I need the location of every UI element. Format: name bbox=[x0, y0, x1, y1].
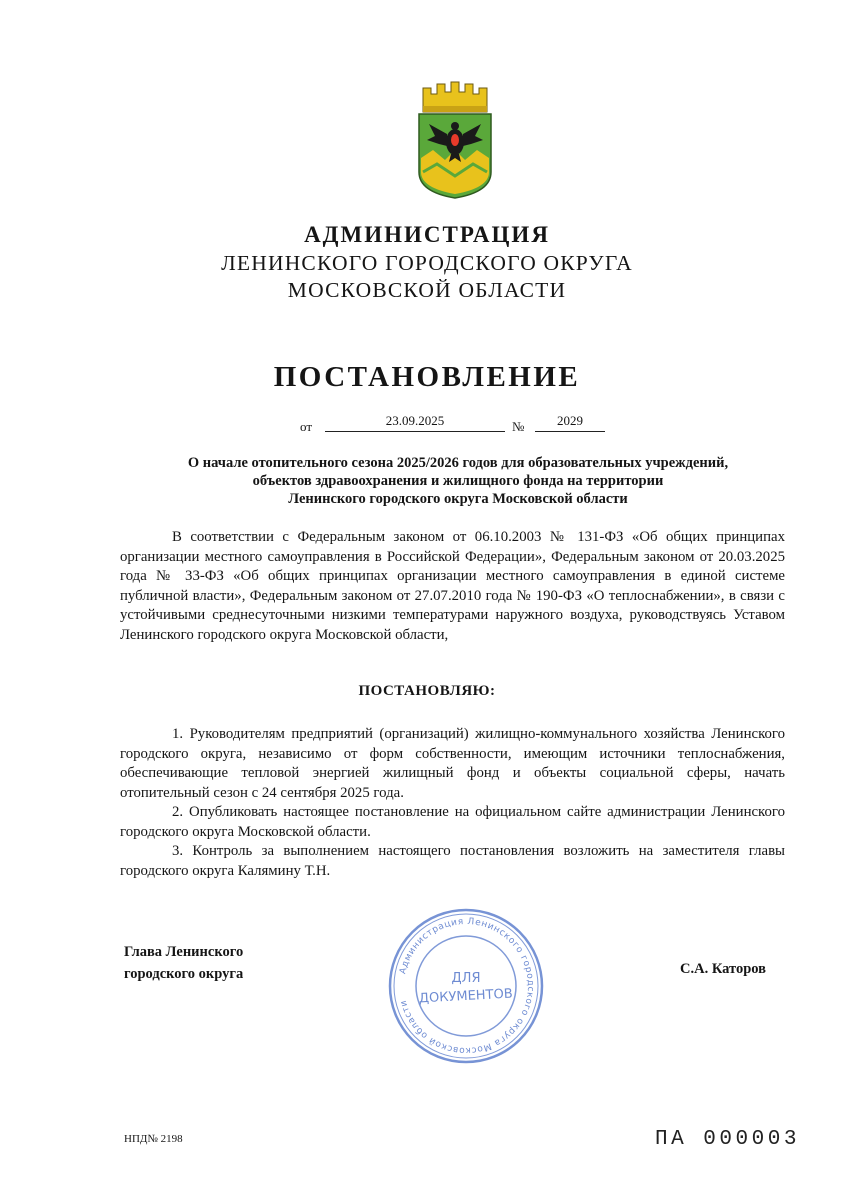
stamp-center-line1: ДЛЯ bbox=[451, 971, 481, 986]
admin-subtitle-line2: МОСКОВСКОЙ ОБЛАСТИ bbox=[287, 278, 567, 302]
official-stamp bbox=[386, 906, 546, 1066]
number-label: № bbox=[512, 419, 525, 434]
date-label: от bbox=[300, 419, 313, 434]
stamp-ring-text: Администрация Ленинского городского округа Московской области bbox=[398, 916, 536, 1056]
admin-subtitle-line1: ЛЕНИНСКОГО ГОРОДСКОГО ОКРУГА bbox=[221, 251, 633, 275]
signer-position bbox=[124, 941, 243, 985]
decree-items bbox=[120, 725, 785, 881]
signer-name: С.А. Каторов bbox=[680, 961, 766, 977]
document-date: 23.09.2025 bbox=[325, 413, 505, 432]
document-number: 2029 bbox=[535, 413, 605, 432]
heading-line: О начале отопительного сезона 2025/2026 годов для образовательных учреждений, bbox=[187, 455, 729, 471]
signer-position-line2: городского округа bbox=[124, 966, 244, 982]
decree-item: 2. Опубликовать настоящее постановление на официальном сайте администрации Ленинского городского округа Московской области. bbox=[120, 804, 785, 840]
decree-item: 3. Контроль за выполнением настоящего постановления возложить на заместителя главы городского округа Калямину Т.Н. bbox=[120, 843, 785, 879]
decree-item: 1. Руководителям предприятий (организаций) жилищно-коммунального хозяйства Ленинского городского округа, независимо от форм собственности, имеющим источники теплоснабжения, обеспечивающие тепловой энергией жилищный фонд и объекты социальной сферы, начать отопительный сезон с 24 сентября 2025 года. bbox=[120, 726, 785, 801]
admin-title: АДМИНИСТРАЦИЯ bbox=[304, 222, 550, 247]
coat-of-arms-icon bbox=[413, 80, 493, 200]
serial-number: ПА 000003 bbox=[655, 1128, 800, 1151]
document-heading bbox=[120, 454, 796, 508]
decree-word: ПОСТАНОВЛЯЮ: bbox=[358, 683, 496, 699]
date-number-line bbox=[0, 413, 854, 437]
preamble-paragraph: В соответствии с Федеральным законом от 06.10.2003 № 131-ФЗ «Об общих принципах организации местного самоуправления в Российской Федерации», Федеральным законом от 20.03.2025 года № 33-ФЗ «Об общих принципах организации местного самоуправления в единой системе публичной власти», Федеральным законом от 27.07.2010 года № 190-ФЗ «О теплоснабжении», в связи с устойчивыми среднесуточными низкими температурами наружного воздуха, руководствуясь Уставом Ленинского городского округа Московской области, bbox=[120, 529, 785, 643]
heading-line: Ленинского городского округа Московской области bbox=[288, 491, 628, 507]
stamp-center-line2: ДОКУМЕНТОВ bbox=[418, 986, 514, 1007]
signer-position-line1: Глава Ленинского bbox=[124, 944, 244, 960]
document-type: ПОСТАНОВЛЕНИЕ bbox=[273, 361, 581, 393]
footer-code: НПД№ 2198 bbox=[124, 1133, 183, 1145]
heading-line: объектов здравоохранения и жилищного фонда на территории bbox=[252, 473, 664, 489]
